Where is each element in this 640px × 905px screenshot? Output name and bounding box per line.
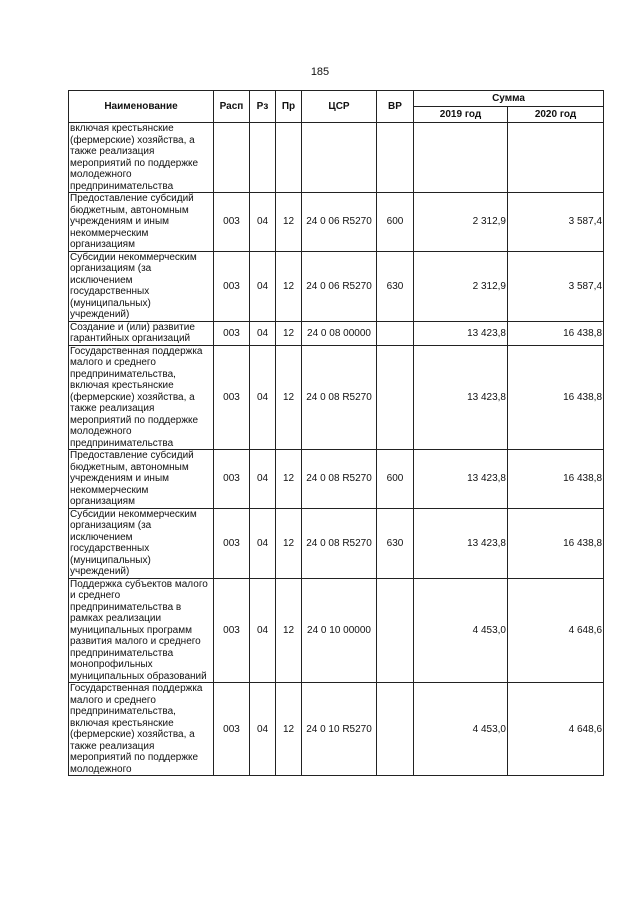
cell-name: Субсидии некоммерческим организациям (за исключением государственных (муниципальных) учреждений) bbox=[69, 251, 214, 321]
cell-rasp: 003 bbox=[214, 578, 250, 683]
cell-rasp bbox=[214, 123, 250, 193]
cell-y2019: 2 312,9 bbox=[414, 193, 508, 252]
cell-y2020 bbox=[508, 123, 604, 193]
table-body bbox=[69, 123, 604, 776]
cell-vr bbox=[377, 321, 414, 345]
cell-name: Предоставление субсидий бюджетным, автономным учреждениям и иным некоммерческим организациям bbox=[69, 450, 214, 509]
cell-rasp: 003 bbox=[214, 450, 250, 509]
cell-rz: 04 bbox=[250, 321, 276, 345]
cell-y2020: 16 438,8 bbox=[508, 450, 604, 509]
cell-vr: 630 bbox=[377, 508, 414, 578]
cell-rz: 04 bbox=[250, 683, 276, 776]
cell-y2020: 3 587,4 bbox=[508, 251, 604, 321]
cell-vr: 630 bbox=[377, 251, 414, 321]
cell-rz: 04 bbox=[250, 251, 276, 321]
cell-y2019: 13 423,8 bbox=[414, 321, 508, 345]
cell-csr: 24 0 10 00000 bbox=[302, 578, 377, 683]
header-name: Наименование bbox=[69, 91, 214, 123]
cell-vr bbox=[377, 123, 414, 193]
cell-y2019: 4 453,0 bbox=[414, 683, 508, 776]
cell-pr: 12 bbox=[276, 450, 302, 509]
cell-pr: 12 bbox=[276, 321, 302, 345]
cell-y2020: 16 438,8 bbox=[508, 345, 604, 450]
cell-csr: 24 0 08 R5270 bbox=[302, 450, 377, 509]
header-csr: ЦСР bbox=[302, 91, 377, 123]
header-2020: 2020 год bbox=[508, 107, 604, 123]
cell-y2019 bbox=[414, 123, 508, 193]
cell-pr: 12 bbox=[276, 508, 302, 578]
cell-rasp: 003 bbox=[214, 683, 250, 776]
cell-csr: 24 0 08 R5270 bbox=[302, 345, 377, 450]
cell-vr bbox=[377, 345, 414, 450]
cell-pr: 12 bbox=[276, 193, 302, 252]
cell-rz bbox=[250, 123, 276, 193]
cell-y2020: 4 648,6 bbox=[508, 578, 604, 683]
cell-name: Поддержка субъектов малого и среднего предпринимательства в рамках реализации муниципальных программ развития малого и среднего предпринимательства монопрофильных муниципальных образований bbox=[69, 578, 214, 683]
cell-rasp: 003 bbox=[214, 321, 250, 345]
cell-vr: 600 bbox=[377, 193, 414, 252]
cell-y2019: 2 312,9 bbox=[414, 251, 508, 321]
cell-y2019: 13 423,8 bbox=[414, 450, 508, 509]
table-row bbox=[69, 508, 604, 578]
cell-csr: 24 0 08 00000 bbox=[302, 321, 377, 345]
cell-pr bbox=[276, 123, 302, 193]
cell-vr bbox=[377, 683, 414, 776]
cell-rasp: 003 bbox=[214, 508, 250, 578]
cell-csr: 24 0 06 R5270 bbox=[302, 251, 377, 321]
cell-csr: 24 0 06 R5270 bbox=[302, 193, 377, 252]
cell-y2019: 13 423,8 bbox=[414, 345, 508, 450]
cell-y2020: 16 438,8 bbox=[508, 508, 604, 578]
cell-pr: 12 bbox=[276, 251, 302, 321]
header-2019: 2019 год bbox=[414, 107, 508, 123]
header-rz: Рз bbox=[250, 91, 276, 123]
table-row bbox=[69, 450, 604, 509]
cell-name: Субсидии некоммерческим организациям (за исключением государственных (муниципальных) учреждений) bbox=[69, 508, 214, 578]
cell-csr: 24 0 08 R5270 bbox=[302, 508, 377, 578]
cell-vr: 600 bbox=[377, 450, 414, 509]
cell-name: Государственная поддержка малого и среднего предпринимательства, включая крестьянские (фермерские) хозяйства, а также реализация мероприятий по поддержке молодежного bbox=[69, 683, 214, 776]
cell-rasp: 003 bbox=[214, 251, 250, 321]
table-row bbox=[69, 578, 604, 683]
header-pr: Пр bbox=[276, 91, 302, 123]
cell-csr bbox=[302, 123, 377, 193]
header-rasp: Расп bbox=[214, 91, 250, 123]
table-row bbox=[69, 123, 604, 193]
cell-name: Государственная поддержка малого и среднего предпринимательства, включая крестьянские (фермерские) хозяйства, а также реализация мероприятий по поддержке молодежного предпринимательства bbox=[69, 345, 214, 450]
cell-pr: 12 bbox=[276, 683, 302, 776]
cell-y2019: 13 423,8 bbox=[414, 508, 508, 578]
cell-rz: 04 bbox=[250, 508, 276, 578]
cell-name: включая крестьянские (фермерские) хозяйства, а также реализация мероприятий по поддержке молодежного предпринимательства bbox=[69, 123, 214, 193]
cell-csr: 24 0 10 R5270 bbox=[302, 683, 377, 776]
cell-y2020: 3 587,4 bbox=[508, 193, 604, 252]
cell-rasp: 003 bbox=[214, 193, 250, 252]
cell-name: Предоставление субсидий бюджетным, автономным учреждениям и иным некоммерческим организациям bbox=[69, 193, 214, 252]
cell-vr bbox=[377, 578, 414, 683]
cell-rz: 04 bbox=[250, 450, 276, 509]
cell-rz: 04 bbox=[250, 345, 276, 450]
cell-rasp: 003 bbox=[214, 345, 250, 450]
page-number: 185 bbox=[310, 66, 330, 78]
cell-y2019: 4 453,0 bbox=[414, 578, 508, 683]
cell-y2020: 16 438,8 bbox=[508, 321, 604, 345]
cell-rz: 04 bbox=[250, 193, 276, 252]
table-row bbox=[69, 193, 604, 252]
cell-rz: 04 bbox=[250, 578, 276, 683]
header-sum: Сумма bbox=[414, 91, 604, 107]
table-row bbox=[69, 321, 604, 345]
budget-table bbox=[68, 90, 604, 776]
cell-y2020: 4 648,6 bbox=[508, 683, 604, 776]
table-row bbox=[69, 345, 604, 450]
table-row bbox=[69, 683, 604, 776]
table-row bbox=[69, 251, 604, 321]
header-vr: ВР bbox=[377, 91, 414, 123]
cell-pr: 12 bbox=[276, 578, 302, 683]
cell-pr: 12 bbox=[276, 345, 302, 450]
cell-name: Создание и (или) развитие гарантийных организаций bbox=[69, 321, 214, 345]
